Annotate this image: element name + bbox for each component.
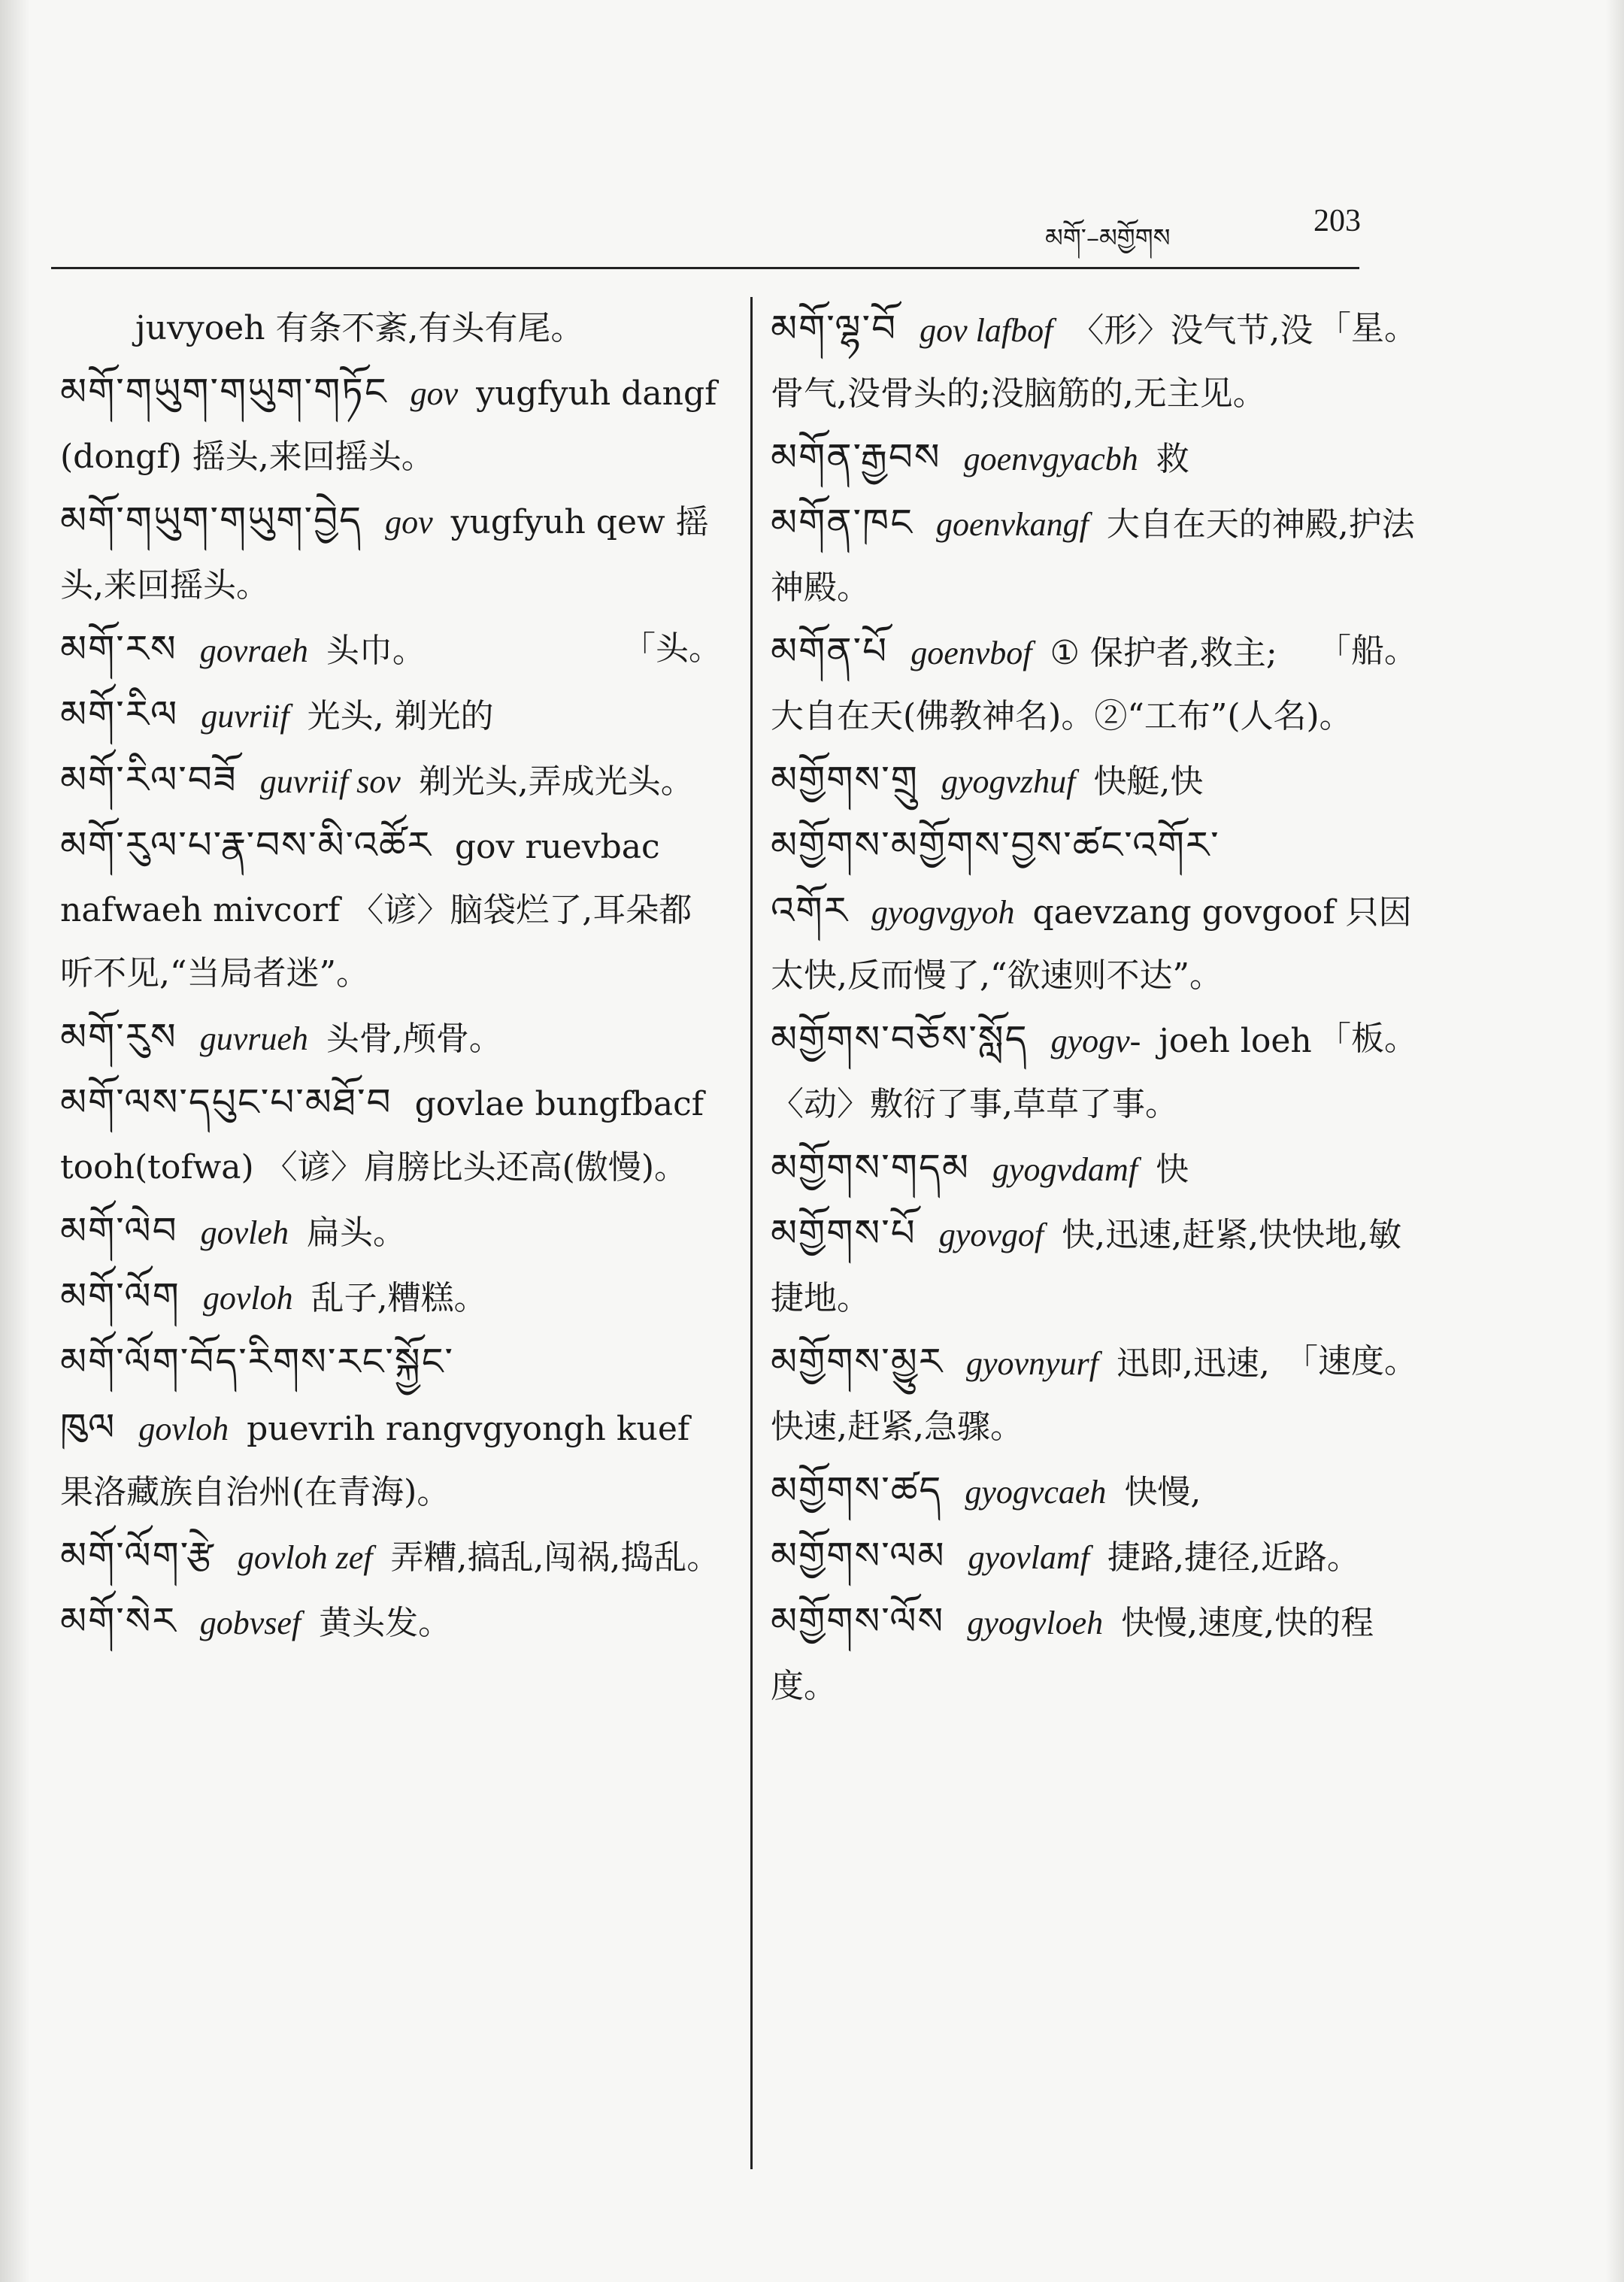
entry-headword: མགོ་རས: [60, 627, 177, 671]
entry-continuation-note: 「板。: [1318, 1020, 1417, 1058]
entry-continuation-note: 「速度。: [1285, 1342, 1417, 1380]
entry-headword: མགྱོགས་ཚད: [771, 1468, 943, 1512]
entry-romanization: gyovlamf: [968, 1539, 1089, 1576]
dictionary-entry: [771, 1524, 1417, 1590]
entry-romanization: gov lafbof: [920, 312, 1053, 349]
header-range: མགོ་–མགྱོགས: [1045, 223, 1171, 253]
dictionary-entry: [60, 297, 722, 360]
entry-definition: 捷路,捷径,近路。: [1107, 1538, 1360, 1577]
entry-romanization: gov: [385, 504, 433, 541]
entry-definition: ① 保护者,救主; 大自在天(佛教神名)。②“工布”(人名)。: [771, 634, 1353, 735]
entry-definition: 弄糟,搞乱,闯祸,捣乱。: [390, 1538, 720, 1577]
dictionary-entry: [60, 1524, 722, 1590]
dictionary-entry: [771, 1008, 1417, 1136]
dictionary-entry: [771, 814, 1417, 1008]
entry-romanization: gyogvzhuf: [941, 763, 1076, 800]
dictionary-entry: [771, 1590, 1417, 1718]
entry-romanization: govloh: [202, 1280, 293, 1317]
dictionary-entry: [771, 1330, 1417, 1459]
entry-definition: puevrih rangvgyongh kuef 果洛藏族自治州(在青海)。: [60, 1410, 690, 1511]
entry-headword: མགོ་གཡུག་གཡུག་བྱེད: [60, 499, 363, 542]
dictionary-entry: [771, 748, 1417, 814]
entry-continuation-note: 「船。: [1318, 632, 1417, 670]
entry-definition: 快艇,快: [1093, 762, 1204, 801]
entry-definition: yugfyuh dangf (dongf) 摇头,来回摇头。: [60, 374, 717, 476]
entry-headword: མགོ་ལོག: [60, 1274, 180, 1318]
entry-headword: མགྱོགས་གདམ: [771, 1146, 970, 1189]
entry-headword: མགོ་རུས: [60, 1015, 177, 1059]
entry-definition: qaevzang govgoof 只因太快,反而慢了,“欲速则不达”。: [771, 893, 1412, 995]
entry-definition: 光头, 剃光的: [307, 697, 494, 735]
entry-headword: མགྱོགས་མགྱོགས་བྱས་ཚང་འགོར་འགོར: [771, 823, 1220, 932]
entry-definition: 迅即,迅速,快速,赶紧,急骤。: [771, 1344, 1270, 1446]
dictionary-entry: [60, 814, 722, 1005]
entry-headword: མགྱོགས་མྱུར: [771, 1340, 944, 1383]
entry-headword: མགོ་རིལ: [60, 692, 179, 736]
entry-romanization: guvriif: [201, 698, 289, 735]
entry-definition: 快慢,速度,快的程度。: [771, 1604, 1374, 1705]
entry-continuation-note: 「星。: [1318, 309, 1417, 347]
dictionary-entry: [60, 1005, 722, 1071]
entry-headword: མགོ་ལོག་བོད་རིགས་རང་སྐྱོང་ཁུལ: [60, 1340, 454, 1449]
dictionary-entry: [771, 1136, 1417, 1202]
right-column: [771, 297, 1417, 2192]
entry-definition: 头骨,颅骨。: [326, 1020, 502, 1058]
dictionary-entry: [771, 1459, 1417, 1524]
entry-romanization: goenvkangf: [936, 506, 1089, 543]
dictionary-entry: [60, 360, 722, 489]
entry-headword: མགྱོགས་གྲུ: [771, 758, 919, 802]
entry-romanization: gobvsef: [199, 1605, 301, 1641]
entry-headword: མགྱོགས་ལོས: [771, 1599, 945, 1643]
entry-headword: མགོ་རིལ་བཟོ: [60, 758, 238, 802]
page-header: [1045, 203, 1361, 256]
dictionary-entry: [771, 297, 1417, 426]
entry-headword: མགོ་གཡུག་གཡུག་གཏོང: [60, 370, 388, 414]
entry-romanization: govleh: [200, 1214, 289, 1251]
entry-definition: 救: [1156, 440, 1189, 478]
dictionary-entry: [771, 620, 1417, 748]
entry-romanization: goenvbof: [910, 635, 1032, 671]
entry-definition: 〈形〉没气节,没骨气,没骨头的;没脑筋的,无主见。: [771, 311, 1313, 413]
entry-definition: 头巾。: [326, 632, 426, 670]
entry-definition: 快慢,: [1124, 1473, 1201, 1511]
dictionary-entry: [60, 748, 722, 814]
entry-headword: མགྱོགས་ལམ: [771, 1534, 946, 1577]
entry-romanization: gyogvloeh: [967, 1605, 1104, 1641]
dictionary-entry: [771, 491, 1417, 620]
dictionary-entry: [60, 683, 722, 748]
entry-romanization: gyogvcaeh: [965, 1474, 1107, 1511]
entry-romanization: gov: [410, 375, 459, 412]
entry-headword: མགོན་པོ: [771, 629, 889, 673]
entry-definition: 大自在天的神殿,护法神殿。: [771, 505, 1415, 607]
dictionary-entry: [60, 1330, 722, 1524]
entry-definition: 黄头发。: [319, 1604, 452, 1642]
dictionary-entry: [60, 489, 722, 617]
entry-continuation-note: 「头。: [623, 629, 722, 668]
entry-definition: yugfyuh qew 摇头,来回摇头。: [60, 503, 709, 605]
entry-definition: juvyoeh 有条不紊,有头有尾。: [135, 309, 584, 347]
column-divider: [750, 297, 753, 2169]
entry-headword: མགོ་ལས་དཔུང་པ་མཐོ་བ: [60, 1080, 392, 1124]
scan-shadow-left: [0, 0, 30, 2282]
page-number: 203: [1313, 204, 1361, 238]
dictionary-entry: [60, 1071, 722, 1199]
entry-headword: མགོ་སེར: [60, 1599, 177, 1643]
dictionary-entry: [60, 1590, 722, 1655]
entry-romanization: govloh zef: [237, 1539, 373, 1576]
entry-romanization: guvrueh: [199, 1020, 308, 1057]
entry-definition: 快,迅速,赶紧,快快地,敏捷地。: [771, 1216, 1402, 1317]
entry-headword: མགྱོགས་པོ: [771, 1211, 917, 1255]
entry-romanization: gyovgof: [938, 1217, 1044, 1253]
entry-romanization: gyogvgyoh: [871, 894, 1015, 931]
entry-romanization: govloh: [138, 1411, 229, 1447]
entry-headword: མགོ་ལོག་རྩེ: [60, 1534, 215, 1577]
dictionary-entry: [60, 617, 722, 683]
entry-headword: མགོན་རྒྱབས: [771, 435, 941, 479]
entry-romanization: govraeh: [199, 632, 308, 669]
entry-headword: མགོ་ལེབ: [60, 1209, 178, 1253]
entry-definition: govlae bungfbacf tooh(tofwa) 〈谚〉肩膀比头还高(傲慢)。: [60, 1085, 704, 1186]
entry-headword: མགྱོགས་བཅོས་སློད: [771, 1017, 1029, 1061]
entry-romanization: guvriif sov: [259, 763, 401, 800]
entry-romanization: gyovnyurf: [966, 1345, 1098, 1382]
entry-headword: མགོ་ལྷ་བོ: [771, 307, 898, 350]
entry-romanization: goenvgyacbh: [963, 441, 1138, 477]
scan-shadow-right: [1606, 0, 1624, 2282]
entry-definition: joeh loeh 〈动〉敷衍了事,草草了事。: [771, 1022, 1312, 1123]
entry-headword: མགོན་ཁང: [771, 501, 914, 544]
dictionary-entry: [60, 1265, 722, 1330]
dictionary-entry: [771, 1202, 1417, 1330]
dictionary-entry: [771, 426, 1417, 491]
left-column: [60, 297, 722, 2192]
entry-definition: 快: [1156, 1150, 1189, 1189]
entry-definition: 扁头。: [306, 1214, 406, 1252]
dictionary-entry: [60, 1199, 722, 1265]
entry-definition: 剃光头,弄成光头。: [418, 762, 694, 801]
entry-romanization: gyogv-: [1050, 1023, 1141, 1059]
entry-romanization: gyogvdamf: [992, 1151, 1138, 1188]
entry-definition: 乱子,糟糕。: [311, 1279, 487, 1317]
entry-headword: མགོ་རུལ་པ་རྣ་བས་མི་འཚོར: [60, 823, 432, 867]
entry-definition: gov ruevbac nafwaeh mivcorf 〈谚〉脑袋烂了,耳朵都听不见,“当局者迷”。: [60, 828, 692, 993]
header-rule: [51, 267, 1359, 269]
